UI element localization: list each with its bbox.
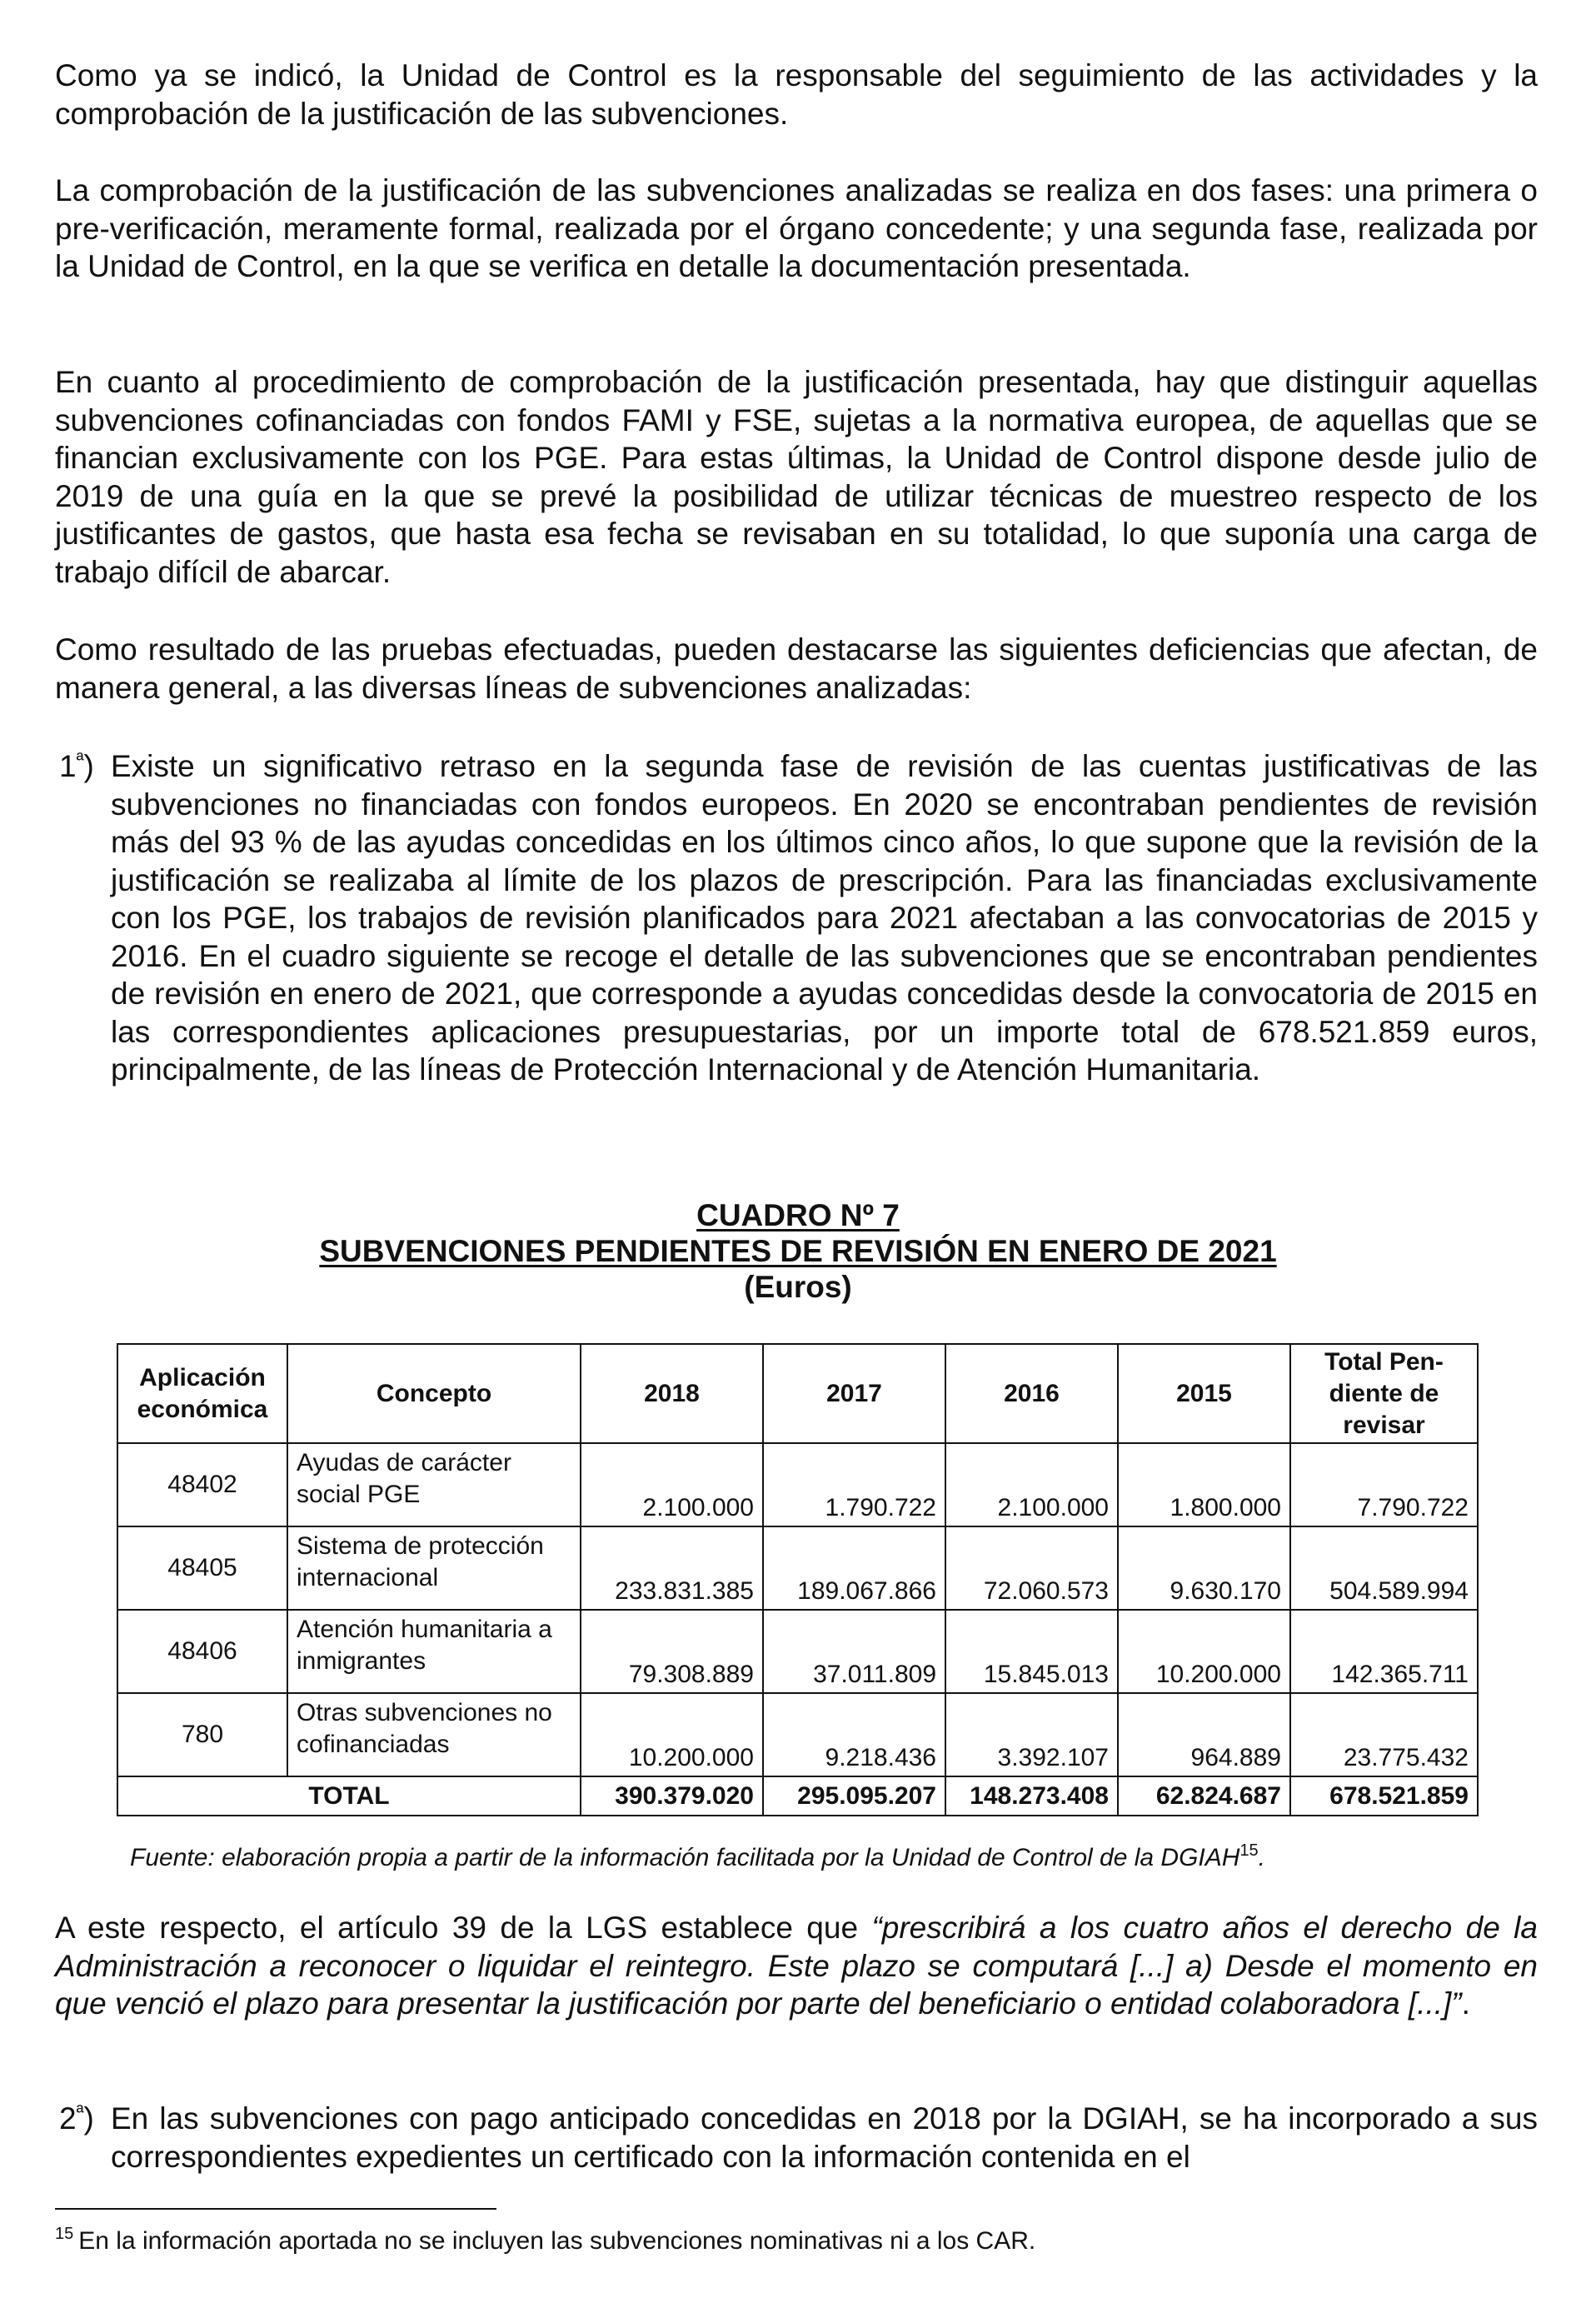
cell-concept: Sistema de protección internacional (287, 1526, 581, 1610)
legal-quote: “prescribirá a los cuatro años el derecho de la Administración a reconocer o liquidar el reintegro. Este plazo se computará [...] a) Desde el momento en que venció el plazo para presentar la justificación por parte del beneficiario o entidad colaboradora [...]” (55, 1911, 1538, 2021)
paragraph-procedure: En cuanto al procedimiento de comprobación de la justificación presentada, hay que distinguir aquellas subvenciones cofinanciadas con fondos FAMI y FSE, sujetas a la normativa europea, de aquellas que se financian exclusivamente con los PGE. Para estas últimas, la Unidad de Control dispone desde julio de 2019 de una guía en la que se prevé la posibilidad de utilizar técnicas de muestreo respecto de los justificantes de gastos, que hasta esa fecha se revisaban en su totalidad, lo que suponía una carga de trabajo difícil de abarcar. (55, 365, 1538, 589)
cell-2015: 10.200.000 (1118, 1610, 1290, 1693)
cell-2017: 1.790.722 (763, 1443, 945, 1526)
paragraph-deficiencies: Como resultado de las pruebas efectuadas, pueden destacarse las siguientes deficiencias que afectan, de manera general, a las diversas líneas de subvenciones analizadas: (55, 632, 1538, 705)
cell-2016: 2.100.000 (945, 1443, 1118, 1526)
total-label: TOTAL (117, 1776, 581, 1816)
total-2017: 295.095.207 (763, 1776, 945, 1816)
cell-code: 48402 (117, 1443, 287, 1526)
table-row (117, 1443, 1478, 1526)
total-2016: 148.273.408 (945, 1776, 1118, 1816)
table-header-row (117, 1344, 1478, 1443)
footnote-number: 15 (55, 2225, 74, 2243)
cell-concept: Otras subvenciones no cofinanciadas (287, 1693, 581, 1776)
cell-total: 7.790.722 (1290, 1443, 1478, 1526)
cell-code: 780 (117, 1693, 287, 1776)
table-row (117, 1693, 1478, 1776)
header-concepto: Concepto (287, 1344, 581, 1443)
cell-total: 504.589.994 (1290, 1526, 1478, 1610)
cell-2018: 233.831.385 (581, 1526, 763, 1610)
cell-total: 142.365.711 (1290, 1610, 1478, 1693)
cell-2015: 1.800.000 (1118, 1443, 1290, 1526)
cell-2018: 79.308.889 (581, 1610, 763, 1693)
header-2016: 2016 (945, 1344, 1118, 1443)
cell-code: 48405 (117, 1526, 287, 1610)
cell-2016: 15.845.013 (945, 1610, 1118, 1693)
header-aplicacion: Aplicación económica (117, 1344, 287, 1443)
cell-concept: Ayudas de carácter social PGE (287, 1443, 581, 1526)
table-caption-number: CUADRO Nº 7 (696, 1198, 900, 1232)
table-caption-units: (Euros) (744, 1270, 852, 1304)
cell-2017: 189.067.866 (763, 1526, 945, 1610)
cell-2015: 9.630.170 (1118, 1526, 1290, 1610)
pending-subsidies-table (117, 1343, 1479, 1816)
header-total: Total Pendiente de revisar (1290, 1344, 1478, 1443)
header-2015: 2015 (1118, 1344, 1290, 1443)
cell-2018: 10.200.000 (581, 1693, 763, 1776)
total-grand: 678.521.859 (1290, 1776, 1478, 1816)
deficiency-item-2 (59, 2100, 1538, 2176)
paragraph-intro: Como ya se indicó, la Unidad de Control es la responsable del seguimiento de las actividades y la comprobación de la justificación de las subvenciones. (55, 58, 1538, 131)
cell-2017: 37.011.809 (763, 1610, 945, 1693)
cell-2015: 964.889 (1118, 1693, 1290, 1776)
footnote-reference: 15 (1239, 1841, 1259, 1860)
cell-2018: 2.100.000 (581, 1443, 763, 1526)
footnote-separator (55, 2208, 496, 2210)
total-2015: 62.824.687 (1118, 1776, 1290, 1816)
deficiency-item-1 (59, 747, 1538, 1089)
item-marker: $1^ª$) (59, 749, 94, 783)
item-text: Existe un significativo retraso en la segunda fase de revisión de las cuentas justificativas de las subvenciones no financiadas con fondos europeos. En 2020 se encontraban pendientes de revisión más del 93 % de las ayudas concedidas en los últimos cinco años, lo que supone que la revisión de la justificación se realizaba al límite de los plazos de prescripción. Para las financiadas exclusivamente con los PGE, los trabajos de revisión planificados para 2021 afectaban a las convocatorias de 2015 y 2016. En el cuadro siguiente se recoge el detalle de las subvenciones que se encontraban pendientes de revisión en enero de 2021, que corresponde a ayudas concedidas desde la convocatoria de 2015 en las correspondientes aplicaciones presupuestarias, por un importe total de 678.521.859 euros, principalmente, de las líneas de Protección Internacional y de Atención Humanitaria. (111, 749, 1538, 1087)
cell-2016: 72.060.573 (945, 1526, 1118, 1610)
header-2018: 2018 (581, 1344, 763, 1443)
cell-code: 48406 (117, 1610, 287, 1693)
paragraph-article-39: A este respecto, el artículo 39 de la LGS establece que “prescribirá a los cuatro años el derecho de la Administración a reconocer o liquidar el reintegro. Este plazo se computará [...] a) Desde el momento en que venció el plazo para presentar la justificación por parte del beneficiario o entidad colaboradora [...]”. (55, 1911, 1538, 2021)
table-caption-title: SUBVENCIONES PENDIENTES DE REVISIÓN EN ENERO DE 2021 (319, 1234, 1277, 1268)
cell-2017: 9.218.436 (763, 1693, 945, 1776)
paragraph-phases: La comprobación de la justificación de las subvenciones analizadas se realiza en dos fases: una primera o pre-verificación, meramente formal, realizada por el órgano concedente; y una segunda fase, realizada por la Unidad de Control, en la que se verifica en detalle la documentación presentada. (55, 173, 1538, 283)
table-row (117, 1526, 1478, 1610)
cell-total: 23.775.432 (1290, 1693, 1478, 1776)
table-total-row (117, 1776, 1478, 1816)
cell-2016: 3.392.107 (945, 1693, 1118, 1776)
table-row (117, 1610, 1478, 1693)
total-2018: 390.379.020 (581, 1776, 763, 1816)
footnote: $^{15}$ En la información aportada no se incluyen las subvenciones nominativas ni a los CAR. (55, 2225, 1036, 2255)
table-source-note: Fuente: elaboración propia a partir de la información facilitada por la Unidad de Control de la DGIAH$^{15}$. (130, 1841, 1266, 1871)
item-text: En las subvenciones con pago anticipado concedidas en 2018 por la DGIAH, se ha incorporado a sus correspondientes expedientes un certificado con la información contenida en el (111, 2101, 1538, 2174)
header-2017: 2017 (763, 1344, 945, 1443)
cell-concept: Atención humanitaria a inmigrantes (287, 1610, 581, 1693)
item-marker: $2^ª$) (59, 2101, 94, 2136)
